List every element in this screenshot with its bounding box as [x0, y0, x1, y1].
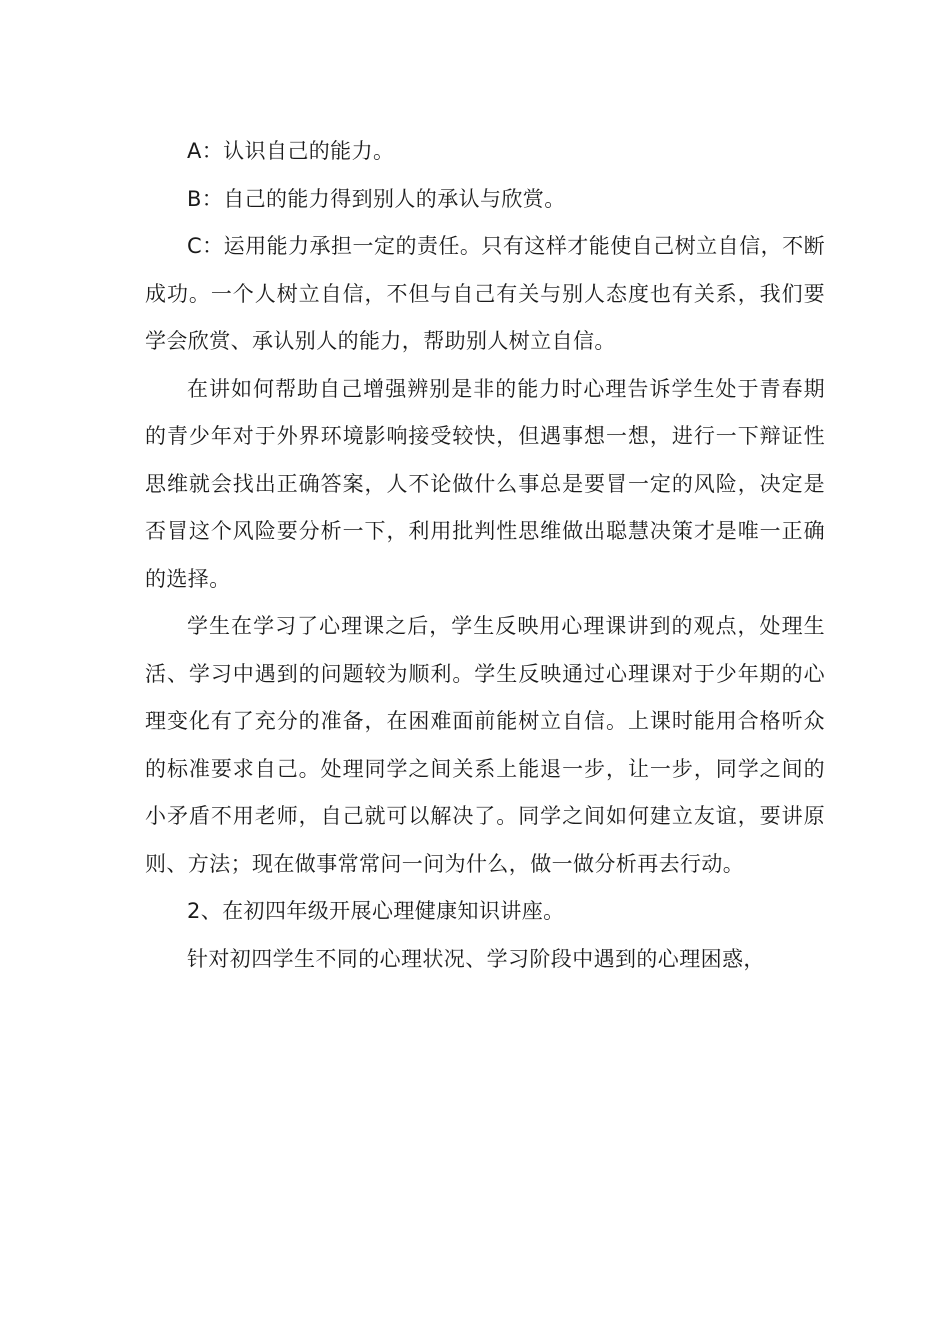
document-body [145, 128, 825, 983]
paragraph-b-item: B：自己的能力得到别人的承认与欣赏。 [187, 186, 566, 211]
paragraph-grade-four: 针对初四学生不同的心理状况、学习阶段中遇到的心理困惑， [187, 946, 765, 971]
paragraph-c-item: C：运用能力承担一定的责任。只有这样才能使自己树立自信，不断成功。一个人树立自信，不但与自己有关与别人态度也有关系，我们要学会欣赏、承认别人的能力，帮助别人树立自信。 [145, 234, 825, 353]
paragraph-judgment: 在讲如何帮助自己增强辨别是非的能力时心理告诉学生处于青春期的青少年对于外界环境影响接受较快，但遇事想一想，进行一下辩证性思维就会找出正确答案，人不论做什么事总是要冒一定的风险，决定是否冒这个风险要分析一下，利用批判性思维做出聪慧决策才是唯一正确的选择。 [145, 376, 825, 591]
paragraph-a-item: A：认识自己的能力。 [187, 139, 395, 163]
paragraph-section-2-heading: 2、在初四年级开展心理健康知识讲座。 [187, 899, 565, 923]
paragraph-student-feedback: 学生在学习了心理课之后，学生反映用心理课讲到的观点，处理生活、学习中遇到的问题较为顺利。学生反映通过心理课对于少年期的心理变化有了充分的准备，在困难面前能树立自信。上课时能用合格听众的标准要求自己。处理同学之间关系上能退一步，让一步，同学之间的小矛盾不用老师，自己就可以解决了。同学之间如何建立友谊，要讲原则、方法；现在做事常常问一问为什么，做一做分析再去行动。 [145, 614, 825, 876]
